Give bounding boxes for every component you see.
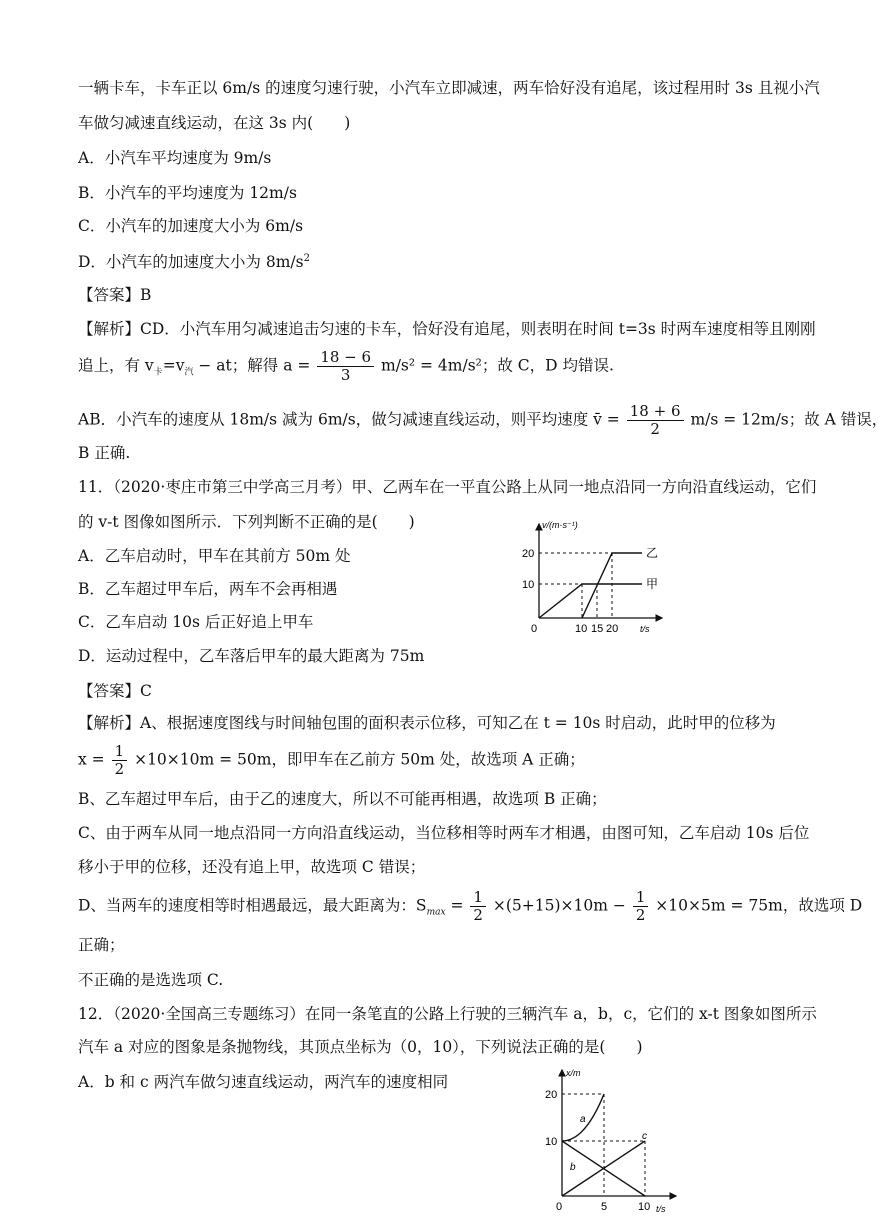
q12-stem-line-1: 12．（2020·全国高三专题练习）在同一条笔直的公路上行驶的三辆汽车 a，b，c，它们的 x-t 图象如图所示: [78, 1005, 817, 1023]
q11-exp6-fraction-1: [470, 890, 486, 923]
q10-answer: 【答案】B: [78, 286, 152, 304]
xt-label-c: c: [642, 1131, 647, 1142]
xt-graph: [540, 1066, 680, 1216]
q11-explanation-line-1: 【解析】A、根据速度图线与时间轴包围的面积表示位移，可知乙在 t = 10s 时启动，此时甲的位移为: [78, 714, 776, 732]
vt-x-tick-10: 10: [575, 623, 588, 635]
q12-stem-line-2: 汽车 a 对应的图象是条抛物线，其顶点坐标为（0，10），下列说法正确的是( ): [78, 1038, 643, 1056]
q11-exp6-denominator-2: 2: [635, 906, 646, 924]
vt-x-tick-15: 15: [591, 623, 604, 635]
xt-x-tick-5: 5: [601, 1201, 608, 1213]
q11-exp2-denominator: 2: [114, 760, 125, 778]
vt-series-label-yi: 乙: [646, 546, 659, 560]
q11-explanation-line-4: C、由于两车从同一地点沿同一方向沿直线运动，当位移相等时两车才相遇，由图可知，乙车启动 10s 后位: [78, 824, 810, 842]
q10-stem-line-2: 车做匀减速直线运动，在这 3s 内( ): [78, 114, 351, 132]
q10-exp2-numerator: 18 − 6: [317, 350, 374, 367]
xt-origin: 0: [556, 1201, 563, 1213]
q10-option-b: B．小汽车的平均速度为 12m/s: [78, 184, 297, 202]
q10-option-d-sup: 2: [303, 253, 310, 264]
q11-explanation-line-7: 正确；: [78, 936, 125, 954]
q11-exp6-eq: =: [445, 896, 464, 915]
q10-exp2-denominator: 3: [340, 366, 351, 384]
q11-explanation-line-2: [78, 744, 585, 777]
q11-option-b: B．乙车超过甲车后，两车不会再相遇: [78, 580, 338, 598]
q11-exp6-fraction-2: [633, 890, 649, 923]
q10-exp3-post: m/s = 12m/s；故 A 错误，: [690, 410, 887, 429]
vt-y-axis-label: v/(m·s⁻¹): [542, 520, 578, 530]
q11-explanation-line-6: [78, 890, 862, 923]
q10-exp2-sub-car: 汽: [184, 367, 194, 378]
q10-explanation-line-1: 【解析】CD．小汽车用匀减速追击匀速的卡车，恰好没有追尾，则表明在时间 t=3s 时两车速度相等且刚刚: [78, 320, 816, 338]
q10-exp2-eq: =v: [162, 356, 185, 375]
q11-exp6-mid: ×(5+15)×10m −: [492, 896, 626, 915]
q10-exp2-mid: − at；解得 a =: [193, 356, 311, 375]
q11-exp6-sub: max: [426, 907, 446, 918]
q11-exp6-pre: D、当两车的速度相等时相遇最远，最大距离为：S: [78, 896, 427, 915]
q11-option-c: C．乙车启动 10s 后正好追上甲车: [78, 613, 314, 631]
q11-exp2-post: ×10×10m = 50m，即甲车在乙前方 50m 处，故选项 A 正确；: [134, 750, 585, 769]
q11-explanation-line-5: 移小于甲的位移，还没有追上甲，故选项 C 错误；: [78, 858, 426, 876]
vt-y-tick-10: 10: [522, 579, 535, 591]
q10-option-d: [78, 254, 310, 271]
xt-y-tick-10: 10: [545, 1136, 558, 1148]
q11-explanation-line-3: B、乙车超过甲车后，由于乙的速度大，所以不可能再相遇，故选项 B 正确；: [78, 790, 607, 808]
xt-label-a: a: [580, 1114, 586, 1125]
q10-option-c: C．小汽车的加速度大小为 6m/s: [78, 217, 304, 235]
vt-series-label-jia: 甲: [646, 577, 659, 591]
q10-stem-line-1: 一辆卡车，卡车正以 6m/s 的速度匀速行驶，小汽车立即减速，两车恰好没有追尾，该过程用时 3s 且视小汽: [78, 79, 820, 97]
q10-option-a: A．小汽车平均速度为 9m/s: [78, 149, 272, 167]
q11-answer: 【答案】C: [78, 682, 152, 700]
q11-option-d: D．运动过程中，乙车落后甲车的最大距离为 75m: [78, 647, 425, 665]
q10-exp3-pre: AB．小汽车的速度从 18m/s 减为 6m/s，做匀减速直线运动，则平均速度 v̄ =: [78, 410, 620, 429]
xt-label-b: b: [570, 1162, 576, 1173]
q10-explanation-line-2: [78, 350, 614, 383]
vt-x-tick-20: 20: [606, 623, 619, 635]
q11-exp6-denominator-1: 2: [473, 906, 483, 924]
q11-explanation-line-8: 不正确的是选选项 C.: [78, 971, 224, 989]
q10-exp2-fraction: [317, 350, 374, 383]
vt-y-tick-20: 20: [522, 548, 535, 560]
q11-stem-line-2: 的 v-t 图像如图所示．下列判断不正确的是( ): [78, 513, 415, 531]
q11-exp2-numerator: 1: [112, 744, 128, 761]
q10-explanation-line-3: [78, 404, 887, 437]
q10-exp3-fraction: [627, 404, 684, 437]
q11-exp2-fraction: [112, 744, 128, 777]
q11-option-a: A．乙车启动时，甲车在其前方 50m 处: [78, 547, 351, 565]
q11-exp6-numerator-2: 1: [633, 890, 649, 907]
q11-stem-line-1: 11．（2020·枣庄市第三中学高三月考）甲、乙两车在一平直公路上从同一地点沿同一方向沿直线运动，它们: [78, 478, 817, 496]
q10-explanation-line-4: B 正确.: [78, 444, 131, 462]
q10-option-d-text: D．小汽车的加速度大小为 8m/s: [78, 253, 304, 272]
q10-exp3-denominator: 2: [650, 420, 660, 438]
q12-option-a: A．b 和 c 两汽车做匀速直线运动，两汽车的速度相同: [78, 1073, 449, 1091]
q11-exp6-post: ×10×5m = 75m，故选项 D: [655, 896, 863, 915]
q10-exp3-numerator: 18 + 6: [627, 404, 684, 421]
vt-origin: 0: [531, 623, 538, 635]
vt-x-axis-label: t/s: [640, 624, 650, 634]
q10-exp2-sub-truck: 卡: [153, 367, 163, 378]
q11-exp6-numerator-1: 1: [470, 890, 486, 907]
q11-exp2-pre: x =: [78, 750, 105, 769]
q10-exp2-pre: 追上，有 v: [78, 356, 154, 375]
xt-y-tick-20: 20: [545, 1089, 558, 1101]
xt-x-axis-label: t/s: [656, 1204, 666, 1214]
q10-exp2-post: m/s² = 4m/s²；故 C，D 均错误.: [381, 356, 614, 375]
xt-x-tick-10: 10: [638, 1201, 651, 1213]
xt-y-axis-label: x/m: [566, 1068, 581, 1078]
vt-graph: [512, 516, 672, 636]
